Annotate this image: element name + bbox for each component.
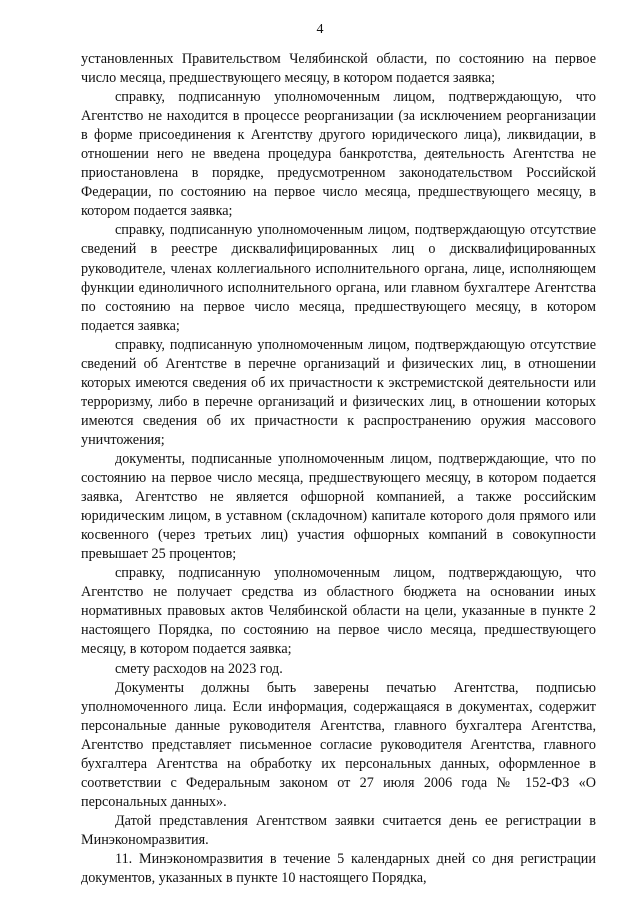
paragraph: документы, подписанные уполномоченным лицом, подтверждающие, что по состоянию на первое число месяца, предшествующего месяцу, в котором подается заявка, Агентство не является офшорной компанией, а также российским юридическим лицом, в уставном (складочном) капитале которого доля прямого или косвенного (через третьих лиц) участия офшорных компаний в совокупности превышает 25 процентов;	[81, 450, 596, 563]
paragraph: справку, подписанную уполномоченным лицом, подтверждающую отсутствие сведений об Агентстве в перечне организаций и физических лиц, в отношении которых имеются сведения об их причастности к экстремистской деятельности или терроризму, либо в перечне организаций и физических лиц, в отношении которых имеются сведения об их причастности к распространению оружия массового уничтожения;	[81, 336, 596, 448]
paragraph: смету расходов на 2023 год.	[115, 660, 283, 677]
paragraph: Датой представления Агентством заявки считается день ее регистрации в Минэкономразвития.	[81, 812, 596, 848]
document-body	[81, 50, 596, 888]
paragraph: справку, подписанную уполномоченным лицом, подтверждающую отсутствие сведений в реестре дисквалифицированных лиц о дисквалифицированных руководителе, членах коллегиального исполнительного органа, лице, исполняющем функции единоличного исполнительного органа, или главном бухгалтере Агентства по состоянию на первое число месяца, предшествующего месяцу, в котором подается заявка;	[81, 222, 596, 334]
paragraph: 11. Минэкономразвития в течение 5 календарных дней со дня регистрации документов, указанных в пункте 10 настоящего Порядка,	[81, 850, 596, 887]
paragraph: установленных Правительством Челябинской области, по состоянию на первое число месяца, предшествующего месяцу, в котором подается заявка;	[81, 51, 596, 87]
page-number: 4	[316, 22, 324, 37]
paragraph: Документы должны быть заверены печатью Агентства, подписью уполномоченного лица. Если информация, содержащаяся в документах, содержит персональные данные руководителя Агентства, главного бухгалтера Агентства, Агентство представляет письменное согласие руководителя Агентства, главного бухгалтера Агентства на обработку их персональных данных, оформленное в соответствии с Федеральным законом от 27 июля 2006 года № 152-ФЗ «О персональных данных».	[81, 679, 596, 810]
paragraph: справку, подписанную уполномоченным лицом, подтверждающую, что Агентство не получает средства из областного бюджета на основании иных нормативных правовых актов Челябинской области на цели, указанные в пункте 2 настоящего Порядка, по состоянию на первое число месяца, предшествующего месяцу, в котором подается заявка;	[81, 565, 596, 658]
paragraph: справку, подписанную уполномоченным лицом, подтверждающую, что Агентство не находится в процессе реорганизации (за исключением реорганизации в форме присоединения к Агентству другого юридического лица), ликвидации, в отношении него не введена процедура банкротства, деятельность Агентства не приостановлена в порядке, предусмотренном законодательством Российской Федерации, по состоянию на первое число месяца, предшествующего месяцу, в котором подается заявка;	[81, 89, 596, 220]
